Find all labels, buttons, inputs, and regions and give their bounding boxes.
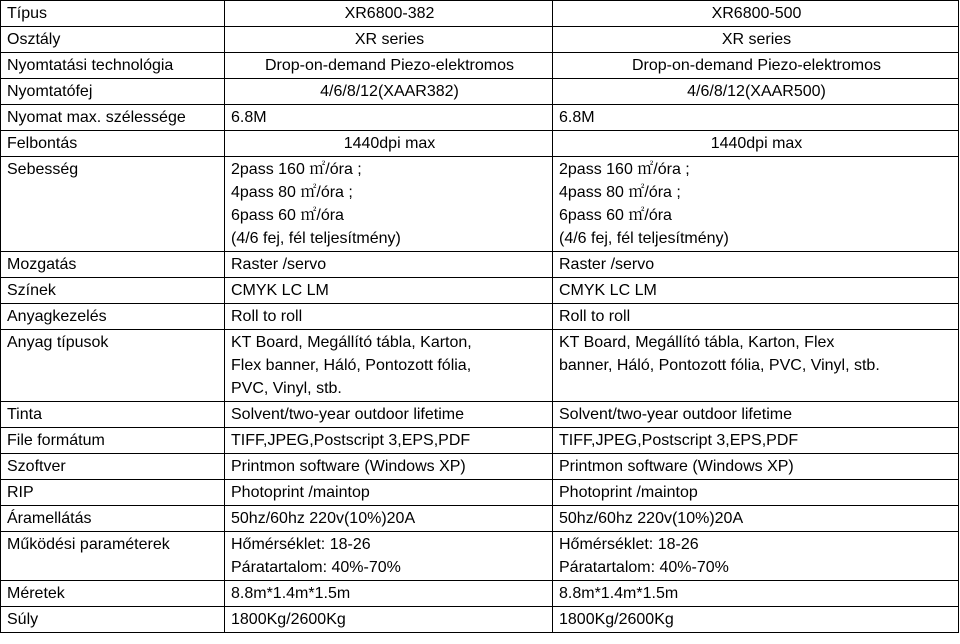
value-xr6800-500	[553, 1, 959, 27]
value-xr6800-500	[553, 607, 959, 633]
cell-line: Raster /servo	[231, 256, 327, 273]
table-row	[1, 454, 959, 480]
cell-line: (4/6 fej, fél teljesítmény)	[559, 230, 729, 247]
cell-line: CMYK LC LM	[231, 282, 329, 299]
cell-line: 6pass 60 ㎡/óra	[559, 207, 672, 224]
cell-line: TIFF,JPEG,Postscript 3,EPS,PDF	[559, 432, 799, 449]
cell-line: KT Board, Megállító tábla, Karton, Flex	[559, 334, 835, 351]
cell-line: XR series	[721, 31, 792, 48]
cell-line: KT Board, Megállító tábla, Karton,	[231, 334, 472, 351]
cell-line: 6pass 60 ㎡/óra	[231, 207, 344, 224]
cell-line: 4/6/8/12(XAAR500)	[687, 83, 826, 100]
cell-line: 8.8m*1.4m*1.5m	[559, 585, 679, 602]
row-label: Típus	[1, 1, 225, 27]
cell-line: PVC, Vinyl, stb.	[231, 380, 342, 397]
value-xr6800-382	[225, 428, 553, 454]
cell-line: XR6800-500	[711, 5, 802, 22]
value-xr6800-500	[553, 402, 959, 428]
table-row	[1, 278, 959, 304]
cell-line: Printmon software (Windows XP)	[231, 458, 466, 475]
table-row	[1, 79, 959, 105]
cell-line: XR series	[354, 31, 425, 48]
value-xr6800-382	[225, 480, 553, 506]
table-row	[1, 157, 959, 252]
row-label: Nyomtatási technológia	[1, 53, 225, 79]
table-row	[1, 607, 959, 633]
row-label: Szoftver	[1, 454, 225, 480]
cell-line: Páratartalom: 40%-70%	[559, 559, 729, 576]
cell-line: 50hz/60hz 220v(10%)20A	[559, 510, 744, 527]
row-label: RIP	[1, 480, 225, 506]
value-xr6800-382	[225, 131, 553, 157]
value-xr6800-382	[225, 27, 553, 53]
row-label: Sebesség	[1, 157, 225, 252]
value-xr6800-500	[553, 27, 959, 53]
value-xr6800-382	[225, 607, 553, 633]
spec-table-body	[1, 1, 959, 633]
cell-line: 4pass 80 ㎡/óra ;	[231, 184, 353, 201]
table-row	[1, 428, 959, 454]
cell-line: CMYK LC LM	[559, 282, 657, 299]
value-xr6800-500	[553, 131, 959, 157]
value-xr6800-382	[225, 1, 553, 27]
row-label: Osztály	[1, 27, 225, 53]
table-row	[1, 53, 959, 79]
cell-line: (4/6 fej, fél teljesítmény)	[231, 230, 401, 247]
cell-line: 1800Kg/2600Kg	[231, 611, 346, 628]
row-label: Nyomtatófej	[1, 79, 225, 105]
cell-line: 2pass 160 ㎡/óra ;	[559, 161, 690, 178]
table-row	[1, 131, 959, 157]
value-xr6800-500	[553, 454, 959, 480]
table-row	[1, 252, 959, 278]
value-xr6800-500	[553, 105, 959, 131]
table-row	[1, 105, 959, 131]
cell-line: Raster /servo	[559, 256, 655, 273]
cell-line: Printmon software (Windows XP)	[559, 458, 794, 475]
value-xr6800-382	[225, 330, 553, 402]
table-row	[1, 532, 959, 581]
value-xr6800-500	[553, 330, 959, 402]
value-xr6800-500	[553, 278, 959, 304]
cell-line: 4/6/8/12(XAAR382)	[320, 83, 459, 100]
row-label: Súly	[1, 607, 225, 633]
value-xr6800-382	[225, 53, 553, 79]
row-label: Nyomat max. szélessége	[1, 105, 225, 131]
cell-line: banner, Háló, Pontozott fólia, PVC, Vinyl, stb.	[559, 357, 880, 374]
value-xr6800-382	[225, 157, 553, 252]
cell-line: Flex banner, Háló, Pontozott fólia,	[231, 357, 472, 374]
row-label: Felbontás	[1, 131, 225, 157]
cell-line: Solvent/two-year outdoor lifetime	[231, 406, 464, 423]
row-label: Áramellátás	[1, 506, 225, 532]
cell-line: 8.8m*1.4m*1.5m	[231, 585, 351, 602]
table-row	[1, 27, 959, 53]
value-xr6800-382	[225, 402, 553, 428]
cell-line: Drop-on-demand Piezo-elektromos	[265, 57, 514, 74]
value-xr6800-500	[553, 79, 959, 105]
value-xr6800-500	[553, 581, 959, 607]
row-label: Anyagkezelés	[1, 304, 225, 330]
table-row	[1, 304, 959, 330]
value-xr6800-382	[225, 79, 553, 105]
cell-line: 1800Kg/2600Kg	[559, 611, 674, 628]
cell-line: 1440dpi max	[710, 135, 803, 152]
table-row	[1, 402, 959, 428]
cell-line: 6.8M	[559, 109, 595, 126]
row-label: Mozgatás	[1, 252, 225, 278]
value-xr6800-500	[553, 480, 959, 506]
value-xr6800-382	[225, 532, 553, 581]
cell-line: 6.8M	[231, 109, 267, 126]
cell-line: Photoprint /maintop	[231, 484, 370, 501]
table-row	[1, 480, 959, 506]
value-xr6800-382	[225, 506, 553, 532]
row-label: Működési paraméterek	[1, 532, 225, 581]
value-xr6800-382	[225, 278, 553, 304]
value-xr6800-500	[553, 157, 959, 252]
cell-line: Hőmérséklet: 18-26	[559, 536, 699, 553]
cell-line: Photoprint /maintop	[559, 484, 698, 501]
cell-line: Drop-on-demand Piezo-elektromos	[632, 57, 881, 74]
cell-line: Solvent/two-year outdoor lifetime	[559, 406, 792, 423]
value-xr6800-382	[225, 304, 553, 330]
value-xr6800-382	[225, 252, 553, 278]
table-row	[1, 506, 959, 532]
table-row	[1, 581, 959, 607]
cell-line: 50hz/60hz 220v(10%)20A	[231, 510, 416, 527]
value-xr6800-500	[553, 252, 959, 278]
cell-line: 1440dpi max	[343, 135, 436, 152]
row-label: File formátum	[1, 428, 225, 454]
row-label: Méretek	[1, 581, 225, 607]
cell-line: XR6800-382	[344, 5, 435, 22]
cell-line: 2pass 160 ㎡/óra ;	[231, 161, 362, 178]
value-xr6800-382	[225, 581, 553, 607]
value-xr6800-382	[225, 105, 553, 131]
cell-line: Roll to roll	[559, 308, 631, 325]
table-row	[1, 330, 959, 402]
value-xr6800-500	[553, 428, 959, 454]
cell-line: Hőmérséklet: 18-26	[231, 536, 371, 553]
row-label: Színek	[1, 278, 225, 304]
cell-line: 4pass 80 ㎡/óra ;	[559, 184, 681, 201]
value-xr6800-382	[225, 454, 553, 480]
row-label: Anyag típusok	[1, 330, 225, 402]
value-xr6800-500	[553, 53, 959, 79]
cell-line: Roll to roll	[231, 308, 303, 325]
value-xr6800-500	[553, 532, 959, 581]
value-xr6800-500	[553, 506, 959, 532]
row-label: Tinta	[1, 402, 225, 428]
value-xr6800-500	[553, 304, 959, 330]
cell-line: TIFF,JPEG,Postscript 3,EPS,PDF	[231, 432, 471, 449]
cell-line: Páratartalom: 40%-70%	[231, 559, 401, 576]
table-row	[1, 1, 959, 27]
